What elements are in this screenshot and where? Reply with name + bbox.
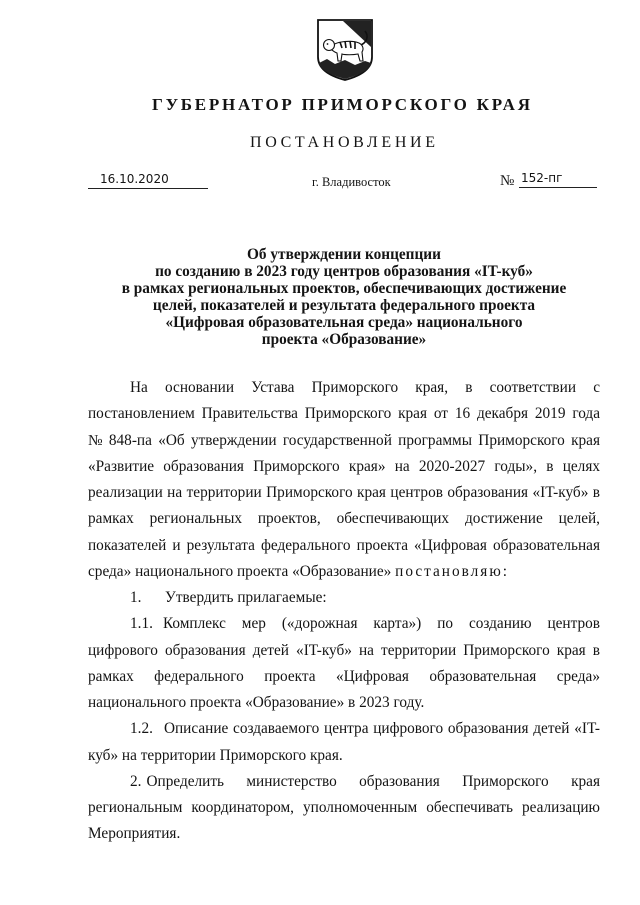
preamble-line bbox=[88, 454, 600, 480]
document-type: ПОСТАНОВЛЕНИЕ bbox=[250, 134, 439, 151]
number-sign: № bbox=[500, 173, 515, 189]
document-number: 152-пг bbox=[519, 170, 597, 188]
line-content bbox=[130, 615, 600, 632]
line-text: Мероприятия. bbox=[88, 825, 181, 843]
document-body bbox=[88, 375, 600, 848]
item-1-1-line bbox=[88, 611, 600, 637]
item-1-1-line bbox=[88, 664, 600, 690]
preamble-line bbox=[88, 506, 600, 532]
preamble-line bbox=[88, 480, 600, 506]
line-text: № 848-па «Об утверждении государственной программы Приморского края bbox=[88, 431, 600, 449]
title-line: в рамках региональных проектов, обеспечивающих достижение bbox=[121, 280, 567, 297]
item-2-line bbox=[88, 821, 600, 847]
line-text: Утвердить прилагаемые: bbox=[165, 589, 327, 606]
title-line: целей, показателей и результата федерального проекта bbox=[152, 297, 536, 314]
line-content bbox=[130, 720, 600, 737]
issue-city: г. Владивосток bbox=[312, 175, 391, 189]
document-title bbox=[88, 246, 600, 348]
preamble-line bbox=[88, 375, 600, 401]
title-line: «Цифровая образовательная среда» национального bbox=[165, 314, 523, 331]
item-1-1-line bbox=[88, 690, 600, 716]
line-text: цифрового образования детей «IT-куб» на территории Приморского края в bbox=[88, 641, 600, 659]
resolution-word: постановляю: bbox=[395, 562, 510, 580]
item-number: 2. bbox=[130, 772, 142, 790]
line-text: среда» национального проекта «Образование» bbox=[88, 562, 392, 580]
line-text: На основании Устава Приморского края, в соответствии с bbox=[130, 379, 600, 396]
line-text: Определить министерство образования Приморского края bbox=[146, 772, 600, 790]
preamble-line bbox=[88, 401, 600, 427]
item-number: 1.2. bbox=[130, 720, 153, 738]
shield-rock bbox=[319, 59, 371, 79]
line-content bbox=[130, 773, 600, 790]
item-number: 1. bbox=[130, 589, 142, 606]
line-text: рамках федерального проекта «Цифровая образовательная среда» bbox=[88, 667, 600, 685]
line-text: рамках региональных проектов, обеспечивающих достижение целей, bbox=[88, 510, 600, 528]
line-text: Комплекс мер («дорожная карта») по созданию центров bbox=[162, 615, 600, 633]
title-line: по созданию в 2023 году центров образования «IT-куб» bbox=[155, 263, 533, 280]
preamble-line bbox=[88, 533, 600, 559]
item-1-2-line bbox=[88, 743, 600, 769]
item-number: 1.1. bbox=[130, 615, 153, 633]
line-text: куб» на территории Приморского края. bbox=[88, 746, 343, 764]
line-text: региональным координатором, уполномоченным обеспечивать реализацию bbox=[88, 799, 600, 816]
item-1-line bbox=[88, 585, 600, 611]
document-date: 16.10.2020 bbox=[88, 171, 208, 189]
item-2-line bbox=[88, 795, 600, 821]
line-text: постановлением Правительства Приморского края от 16 декабря 2019 года bbox=[88, 405, 600, 423]
line-text: национального проекта «Образование» в 2023 году. bbox=[88, 694, 425, 711]
line-text: Описание создаваемого центра цифрового образования детей «IT- bbox=[163, 720, 600, 738]
title-line: проекта «Образование» bbox=[261, 331, 427, 348]
line-text: «Развитие образования Приморского края» на 2020-2027 годы», в целях bbox=[88, 457, 600, 475]
line-text: показателей и результата федерального проекта «Цифровая образовательная bbox=[88, 536, 600, 554]
issuing-authority: ГУБЕРНАТОР ПРИМОРСКОГО КРАЯ bbox=[152, 95, 533, 114]
line-text: реализации на территории Приморского края центров образования «IT-куб» в bbox=[88, 484, 600, 501]
item-2-line bbox=[88, 769, 600, 795]
coat-of-arms-icon bbox=[315, 17, 375, 83]
preamble-line bbox=[88, 428, 600, 454]
item-1-2-line bbox=[88, 716, 600, 742]
title-line: Об утверждении концепции bbox=[247, 246, 441, 263]
item-1-1-line bbox=[88, 638, 600, 664]
preamble-line bbox=[88, 559, 600, 585]
